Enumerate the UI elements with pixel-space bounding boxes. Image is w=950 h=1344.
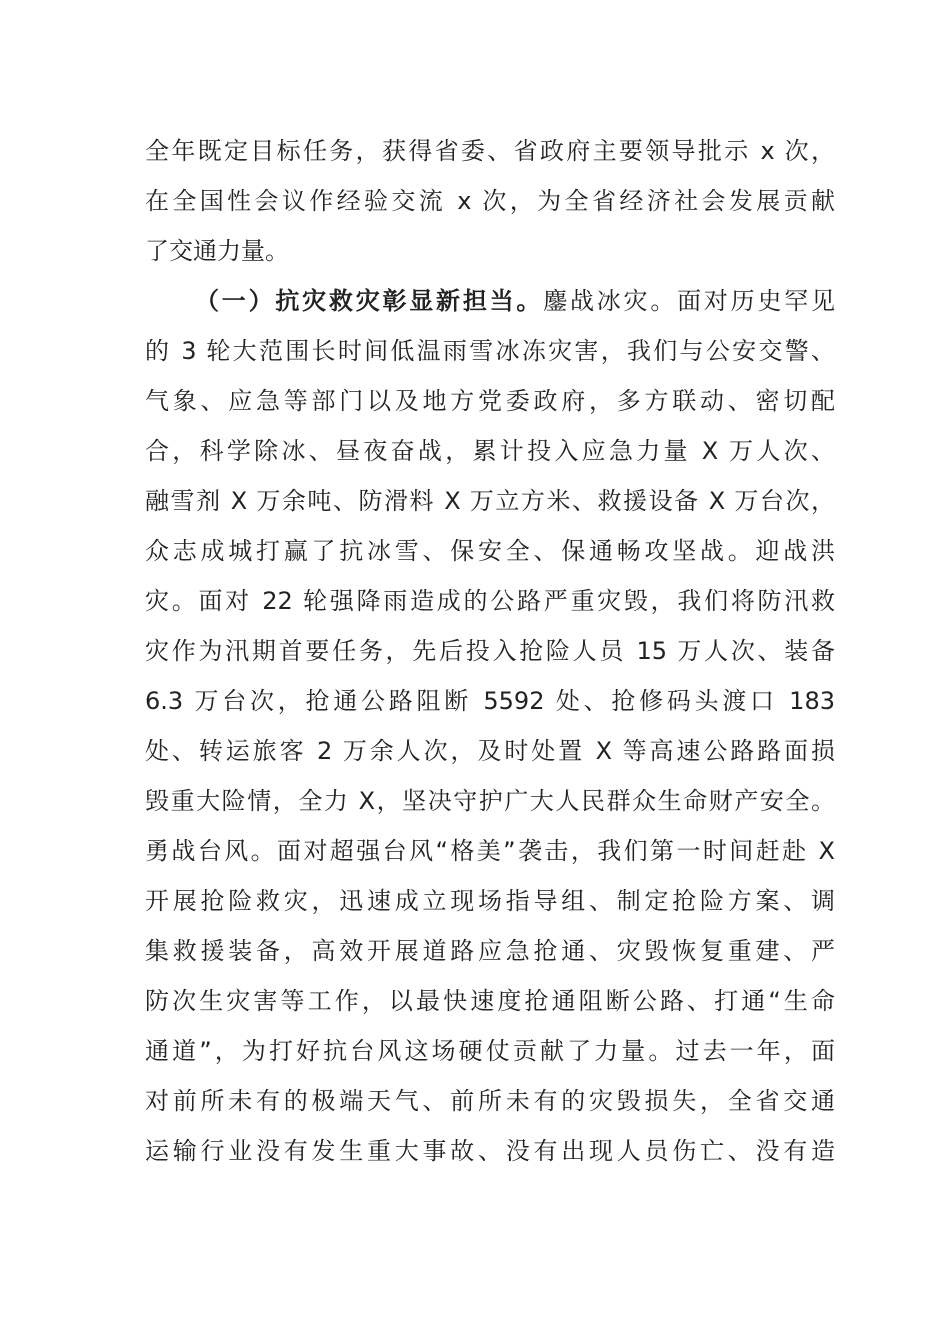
text-line: 防次生灾害等工作，以最快速度抢通阻断公路、打通“生命: [145, 987, 835, 1015]
paragraph-2: [145, 276, 835, 1176]
text-line: 开展抢险救灾，迅速成立现场指导组、制定抢险方案、调: [145, 887, 835, 915]
text-line: 勇战台风。面对超强台风“格美”袭击，我们第一时间赶赴 X: [145, 837, 835, 865]
text-line: 毁重大险情，全力 X，坚决守护广大人民群众生命财产安全。: [145, 787, 835, 815]
text-line: 6.3 万台次，抢通公路阻断 5592 处、抢修码头渡口 183: [145, 687, 835, 715]
paragraph-1: [145, 126, 835, 276]
text-line: 灾作为汛期首要任务，先后投入抢险人员 15 万人次、装备: [145, 637, 835, 665]
text-line: 众志成城打赢了抗冰雪、保安全、保通畅攻坚战。迎战洪: [145, 537, 835, 565]
text-line: 运输行业没有发生重大事故、没有出现人员伤亡、没有造: [145, 1137, 835, 1165]
text-line: 了交通力量。: [145, 237, 289, 265]
text-line: 的 3 轮大范围长时间低温雨雪冰冻灾害，我们与公安交警、: [145, 337, 835, 365]
text-line: 通道”，为打好抗台风这场硬仗贡献了力量。过去一年，面: [145, 1037, 835, 1065]
text-line: 灾。面对 22 轮强降雨造成的公路严重灾毁，我们将防汛救: [145, 587, 835, 615]
body-text: [145, 126, 835, 1176]
text-line: 气象、应急等部门以及地方党委政府，多方联动、密切配: [145, 387, 835, 415]
text-line-first: [145, 276, 835, 326]
text-line: 在全国性会议作经验交流 x 次，为全省经济社会发展贡献: [145, 187, 835, 215]
text-line: 集救援装备，高效开展道路应急抢通、灾毁恢复重建、严: [145, 937, 835, 965]
text-line: 融雪剂 X 万余吨、防滑料 X 万立方米、救援设备 X 万台次，: [145, 487, 835, 515]
section-heading: （一）抗灾救灾彰显新担当。: [195, 287, 544, 315]
text-line: 合，科学除冰、昼夜奋战，累计投入应急力量 X 万人次、: [145, 437, 835, 465]
text-line: 处、转运旅客 2 万余人次，及时处置 X 等高速公路路面损: [145, 737, 835, 765]
text-line: 全年既定目标任务，获得省委、省政府主要领导批示 x 次，: [145, 137, 835, 165]
text-line: 对前所未有的极端天气、前所未有的灾毁损失，全省交通: [145, 1087, 835, 1115]
heading-continuation: 鏖战冰灾。面对历史罕见: [543, 287, 836, 315]
